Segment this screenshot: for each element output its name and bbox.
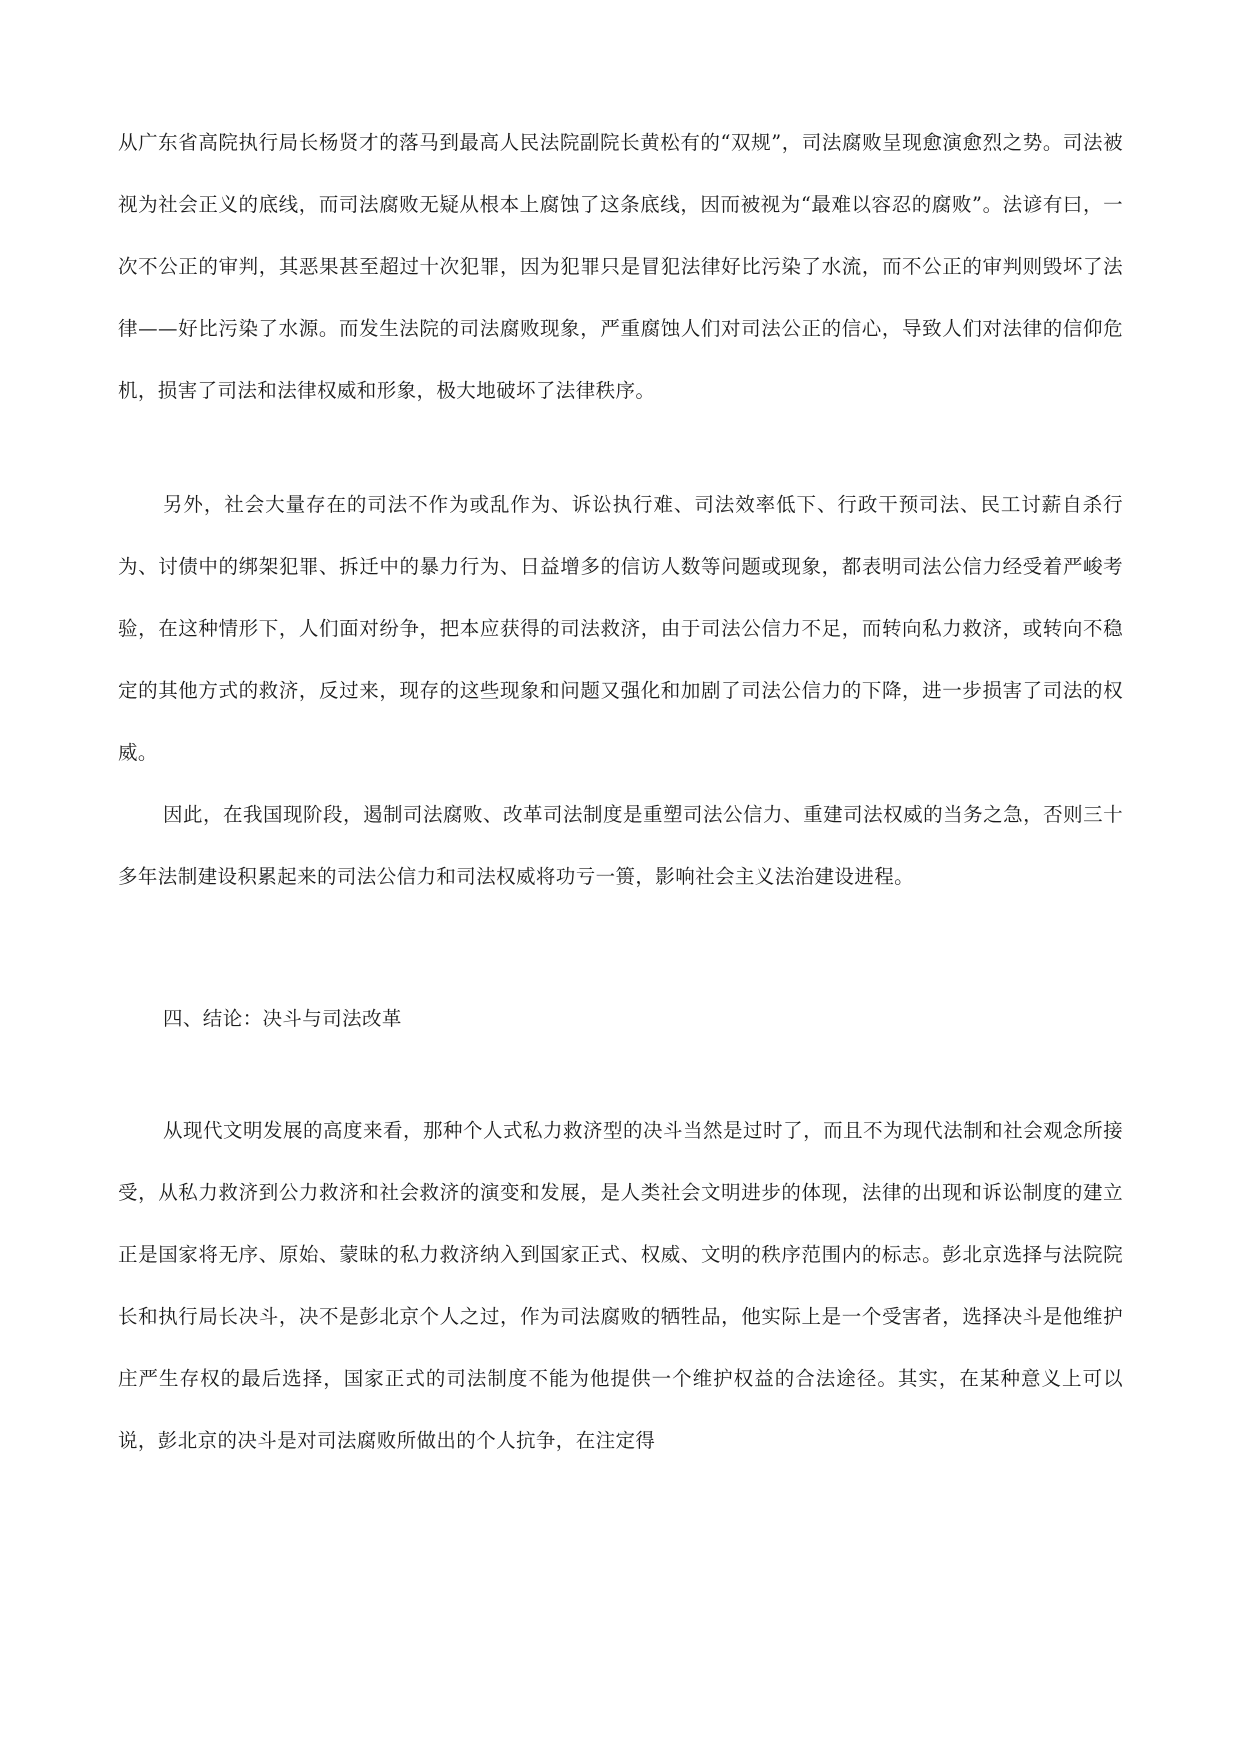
paragraph-reform-urgency: 因此，在我国现阶段，遏制司法腐败、改革司法制度是重塑司法公信力、重建司法权威的当务之急，否则三十多年法制建设积累起来的司法公信力和司法权威将功亏一篑，影响社会主义法治建设进程。 [118,803,1123,888]
paragraph-judicial-corruption: 从广东省高院执行局长杨贤才的落马到最高人民法院副院长黄松有的“双规”，司法腐败呈现愈演愈烈之势。司法被视为社会正义的底线，而司法腐败无疑从根本上腐蚀了这条底线，因而被视为“最难以容忍的腐败”。法谚有曰，一次不公正的审判，其恶果甚至超过十次犯罪，因为犯罪只是冒犯法律好比污染了水流，而不公正的审判则毁坏了法律——好比污染了水源。而发生法院的司法腐败现象，严重腐蚀人们对司法公正的信心，导致人们对法律的信仰危机，损害了司法和法律权威和形象，极大地破坏了法律秩序。 [118,131,1123,402]
paragraph-judicial-credibility: 另外，社会大量存在的司法不作为或乱作为、诉讼执行难、司法效率低下、行政干预司法、民工讨薪自杀行为、讨债中的绑架犯罪、拆迁中的暴力行为、日益增多的信访人数等问题或现象，都表明司法公信力经受着严峻考验，在这种情形下，人们面对纷争，把本应获得的司法救济，由于司法公信力不足，而转向私力救济，或转向不稳定的其他方式的救济，反过来，现存的这些现象和问题又强化和加剧了司法公信力的下降，进一步损害了司法的权威。 [118,493,1123,764]
section-heading: 四、结论：决斗与司法改革 [163,1007,402,1030]
paragraph-conclusion: 从现代文明发展的高度来看，那种个人式私力救济型的决斗当然是过时了，而且不为现代法制和社会观念所接受，从私力救济到公力救济和社会救济的演变和发展，是人类社会文明进步的体现，法律的出现和诉讼制度的建立正是国家将无序、原始、蒙昧的私力救济纳入到国家正式、权威、文明的秩序范围内的标志。彭北京选择与法院院长和执行局长决斗，决不是彭北京个人之过，作为司法腐败的牺牲品，他实际上是一个受害者，选择决斗是他维护庄严生存权的最后选择，国家正式的司法制度不能为他提供一个维护权益的合法途径。其实，在某种意义上可以说，彭北京的决斗是对司法腐败所做出的个人抗争，在注定得 [118,1119,1123,1452]
